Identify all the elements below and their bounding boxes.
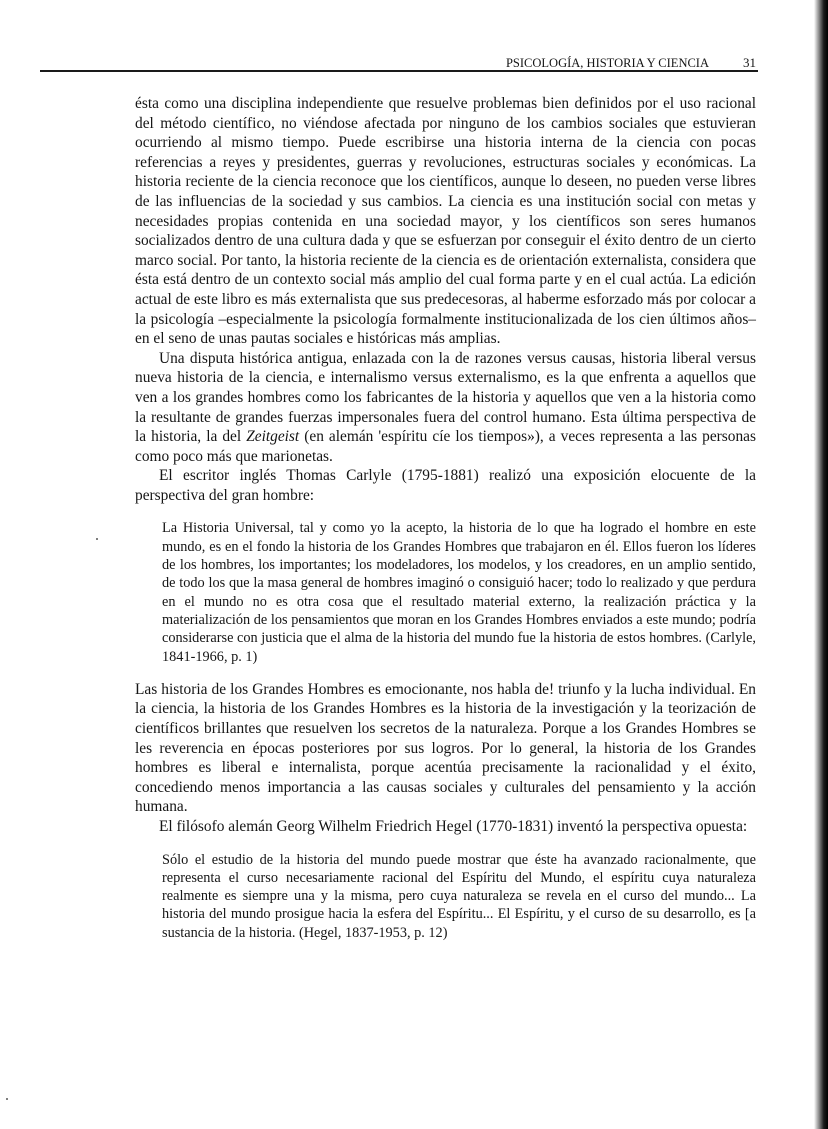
paragraph-continuation: ésta como una disciplina independiente que resuelve problemas bien definidos por el uso racional del método científico, no viéndose afectada por ninguno de los cambios sociales que estuvieran ocurriendo al mismo tiempo. Puede escribirse una historia interna de la ciencia con pocas referencias a reyes y presidentes, guerras y revoluciones, estructuras sociales y económicas. La historia reciente de la ciencia reconoce que los científicos, aunque lo deseen, no pueden verse libres de las influencias de la sociedad y sus cambios. La ciencia es una institución social con metas y necesidades propias contenida en una sociedad mayor, y los científicos son seres humanos socializados dentro de una cultura dada y que se esfuerzan por conseguir el éxito dentro de un cierto marco social. Por tanto, la historia reciente de la ciencia es de orientación externalista, considera que ésta está dentro de un contexto social más amplio del cual forma parte y en el cual actúa. La edición actual de este libro es más externalista que sus predecesoras, al haberme esforzado más por colocar a la psicología –especialmente la psicología formalmente institucionalizada de los cien últimos años– en el seno de unas pautas sociales e históricas más amplias. — [135, 95, 756, 348]
paragraph-text: Una disputa histórica antigua, enlazada con la de razones versus causas, historia liberal versus nueva historia de la ciencia, e internalismo versus externalismo, es la que enfrenta a aquellos que ven a los grandes hombres como los fabricantes de la historia y aquellos que ven a la historia como la resultante de grandes fuerzas impersonales fuera del control humano. Esta última perspectiva de la historia, la del — [135, 349, 756, 446]
paragraph-text: (en alemán 'espíritu cíe los tiempos»), a veces representa a las personas como poco más que marionetas. — [135, 428, 756, 465]
page-edge-shadow — [814, 0, 828, 1129]
running-title: PSICOLOGÍA, HISTORIA Y CIENCIA — [505, 56, 709, 70]
header-rule — [40, 70, 758, 72]
running-header — [130, 55, 756, 71]
paragraph-hegel-intro: El filósofo alemán Georg Wilhelm Friedrich Hegel (1770-1831) inventó la perspectiva opuesta: — [159, 818, 748, 835]
paragraph-carlyle-intro: El escritor inglés Thomas Carlyle (1795-1881) realizó una exposición elocuente de la perspectiva del gran hombre: — [135, 467, 756, 504]
hegel-quote: Sólo el estudio de la historia del mundo puede mostrar que éste ha avanzado racionalmente, que representa el curso necesariamente racional del Espíritu del Mundo, el espíritu cuya naturaleza realmente es siempre una y la misma, pero cuya naturaleza se revela en el curso del mundo... La historia del mundo prosigue hacia la esfera del Espíritu... El Espíritu, y el curso de su desarrollo, es [a sustancia de la historia. (Hegel, 1837-1953, p. 12) — [162, 851, 756, 941]
paragraph-great-men: Las historia de los Grandes Hombres es emocionante, nos habla de! triunfo y la lucha individual. En la ciencia, la historia de los Grandes Hombres es la historia de la investigación y la teorización de científicos brillantes que resuelven los secretos de la naturaleza. Porque a los Grandes Hombres se les reverencia en épocas posteriores por sus logros. Por lo general, la historia de los Grandes hombres es liberal e internalista, porque acentúa precisamente la racionalidad y el éxito, concediendo menos importancia a las causas sociales y culturales del pensamiento y la acción humana. — [135, 680, 756, 816]
carlyle-quote: La Historia Universal, tal y como yo la acepto, la historia de lo que ha logrado el hombre en este mundo, es en el fondo la historia de los Grandes Hombres que trabajaron en él. Ellos fueron los líderes de los hombres, los importantes; los modeladores, los modelos, y los creadores, en un amplio sentido, de todo los que la masa general de hombres imaginó o consiguió hacer; todo lo realizado y que perdura en el mundo no es otra cosa que el resultado material externo, la realización práctica y la materialización de los pensamientos que moran en los Grandes Hombres enviados a este mundo; podría considerarse con justicia que el alma de la historia del mundo fue la historia de estos hombres. (Carlyle, 1841-1966, p. 1) — [162, 520, 756, 665]
page-number: 31 — [743, 55, 756, 70]
italic-term: Zeitgeist — [246, 428, 300, 446]
scan-speck — [96, 538, 98, 540]
paragraph-zeitgeist — [135, 349, 756, 467]
page-body — [135, 94, 756, 956]
scan-speck — [6, 1098, 8, 1100]
